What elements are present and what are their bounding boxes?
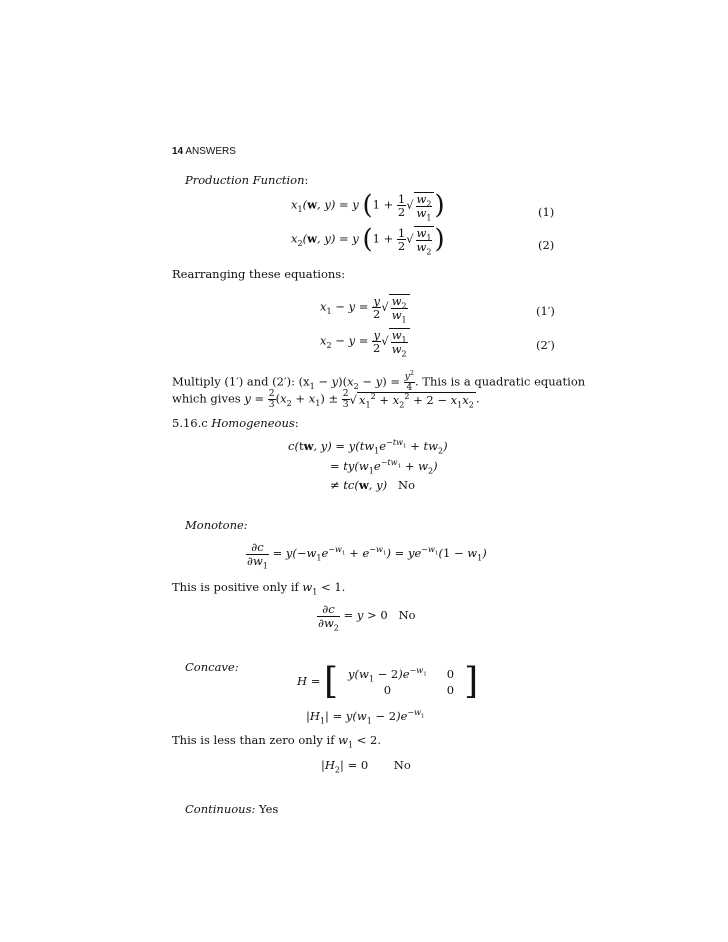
determinant-h2: $|H_2| = 0$ No bbox=[321, 758, 411, 775]
equation-number-1: (1) bbox=[538, 205, 555, 219]
homogeneity-line-2: = $ty(w_1e^{-tw_1} + w_2)$ bbox=[330, 458, 438, 476]
homogeneity-line-3: ≠ tc(w, y) No bbox=[330, 478, 416, 492]
monotone-derivative-w2: $\frac{\partial c}{\partial w_2}$ = y > 0 No bbox=[318, 602, 416, 632]
multiply-line-1: Multiply (1′) and (2′): $(x_1 - y)(x_2 - y)$ = $\frac{y^2}{4}$ . This is a quadratic equation bbox=[172, 368, 586, 394]
determinant-h1: $|H_1| = y(w_1 - 2)e^{-w_1}$ bbox=[306, 708, 425, 726]
homogeneity-line-1: c(tw, $y) = y(tw_1e^{-tw_1} + tw_2)$ bbox=[288, 438, 448, 456]
continuous-line: Continuous: Yes bbox=[185, 802, 279, 816]
equation-number-2-prime: (2′) bbox=[536, 338, 555, 352]
page-number: 14 bbox=[172, 146, 184, 157]
section-title: ANSWERS bbox=[185, 146, 236, 157]
production-function-label: Production Function: bbox=[185, 173, 309, 187]
equation-1: $x_1(w$, y) = y (1 + $\frac{1}{2}$ √ $\frac{w_2}{w_1}$ ) bbox=[291, 190, 445, 222]
equation-number-1-prime: (1′) bbox=[536, 304, 555, 318]
equation-2-prime: $x_2 - y$ = $\frac{y}{2}$ √ $\frac{w_1}{w_2}$ bbox=[320, 328, 410, 355]
equation-1-prime: $x_1 - y$ = $\frac{y}{2}$ √ $\frac{w_2}{w_1}$ bbox=[320, 294, 410, 321]
equation-2: $x_2(w$, y) = y (1 + $\frac{1}{2}$ √ $\frac{w_1}{w_2}$ ) bbox=[291, 224, 445, 256]
rearranging-text: Rearranging these equations: bbox=[172, 267, 346, 281]
concave-label: Concave: bbox=[185, 660, 239, 674]
less-than-zero-condition: This is less than zero only if $w_1 < 2$. bbox=[172, 733, 382, 750]
positive-condition: This is positive only if $w_1 < 1$. bbox=[172, 580, 346, 597]
section-heading: 5.16.c Homogeneous: bbox=[172, 416, 299, 430]
multiply-line-2: which gives y = $\frac{2}{3}$ $(x_2 + x_1)$ ± $\frac{2}{3}$ √ $x_1^2 + x_2^2 + 2 - x_1x_2$ . bbox=[172, 388, 480, 411]
monotone-label: Monotone: bbox=[185, 518, 248, 532]
hessian-matrix: H = [ $y(w_1 - 2)e^{-w_1}$ 0 0 0 ] bbox=[297, 661, 479, 702]
monotone-derivative-w1: $\frac{\partial c}{\partial w_1}$ = $y(-w_1e^{-w_1} + e^{-w_1}) = ye^{-w_1}(1 - w_1)$ bbox=[247, 540, 487, 570]
running-header bbox=[172, 146, 236, 157]
equation-number-2: (2) bbox=[538, 238, 555, 252]
